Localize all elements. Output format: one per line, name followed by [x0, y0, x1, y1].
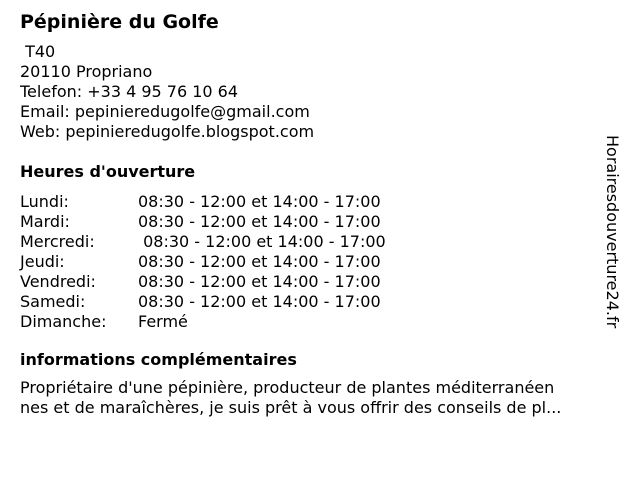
email-address: Email: pepinieredugolfe@gmail.com — [20, 102, 310, 121]
address-block — [20, 42, 610, 142]
hours-day: Mercredi: — [20, 232, 95, 251]
business-card — [20, 10, 610, 418]
hours-row-monday — [20, 192, 610, 212]
hours-day: Samedi: — [20, 292, 86, 311]
hours-time: 08:30 - 12:00 et 14:00 - 17:00 — [138, 272, 381, 291]
hours-day: Lundi: — [20, 192, 69, 211]
hours-time: 08:30 - 12:00 et 14:00 - 17:00 — [138, 232, 386, 251]
additional-info-text — [20, 378, 610, 418]
hours-day: Jeudi: — [20, 252, 65, 271]
hours-day: Mardi: — [20, 212, 70, 231]
hours-day: Dimanche: — [20, 312, 107, 331]
hours-row-wednesday — [20, 232, 610, 252]
hours-row-thursday — [20, 252, 610, 272]
address-city: 20110 Propriano — [20, 62, 153, 81]
hours-row-friday — [20, 272, 610, 292]
description-line: nes et de maraîchères, je suis prêt à vous offrir des conseils de pl... — [20, 398, 562, 417]
address-street: T40 — [20, 42, 56, 61]
hours-time: 08:30 - 12:00 et 14:00 - 17:00 — [138, 212, 381, 231]
business-name: Pépinière du Golfe — [20, 11, 219, 33]
phone-number: Telefon: +33 4 95 76 10 64 — [20, 82, 239, 101]
hours-time: 08:30 - 12:00 et 14:00 - 17:00 — [138, 252, 381, 271]
additional-info-heading: informations complémentaires — [20, 350, 297, 369]
hours-row-saturday — [20, 292, 610, 312]
description-line: Propriétaire d'une pépinière, producteur de plantes méditerranéen — [20, 378, 555, 397]
hours-row-tuesday — [20, 212, 610, 232]
hours-time: Fermé — [138, 312, 188, 331]
website-address: Web: pepinieredugolfe.blogspot.com — [20, 122, 315, 141]
hours-row-sunday — [20, 312, 610, 332]
opening-hours-table — [20, 192, 610, 332]
opening-hours-heading: Heures d'ouverture — [20, 162, 196, 181]
hours-day: Vendredi: — [20, 272, 96, 291]
hours-time: 08:30 - 12:00 et 14:00 - 17:00 — [138, 192, 381, 211]
site-watermark: Horairesdouverture24.fr — [603, 135, 622, 329]
hours-time: 08:30 - 12:00 et 14:00 - 17:00 — [138, 292, 381, 311]
